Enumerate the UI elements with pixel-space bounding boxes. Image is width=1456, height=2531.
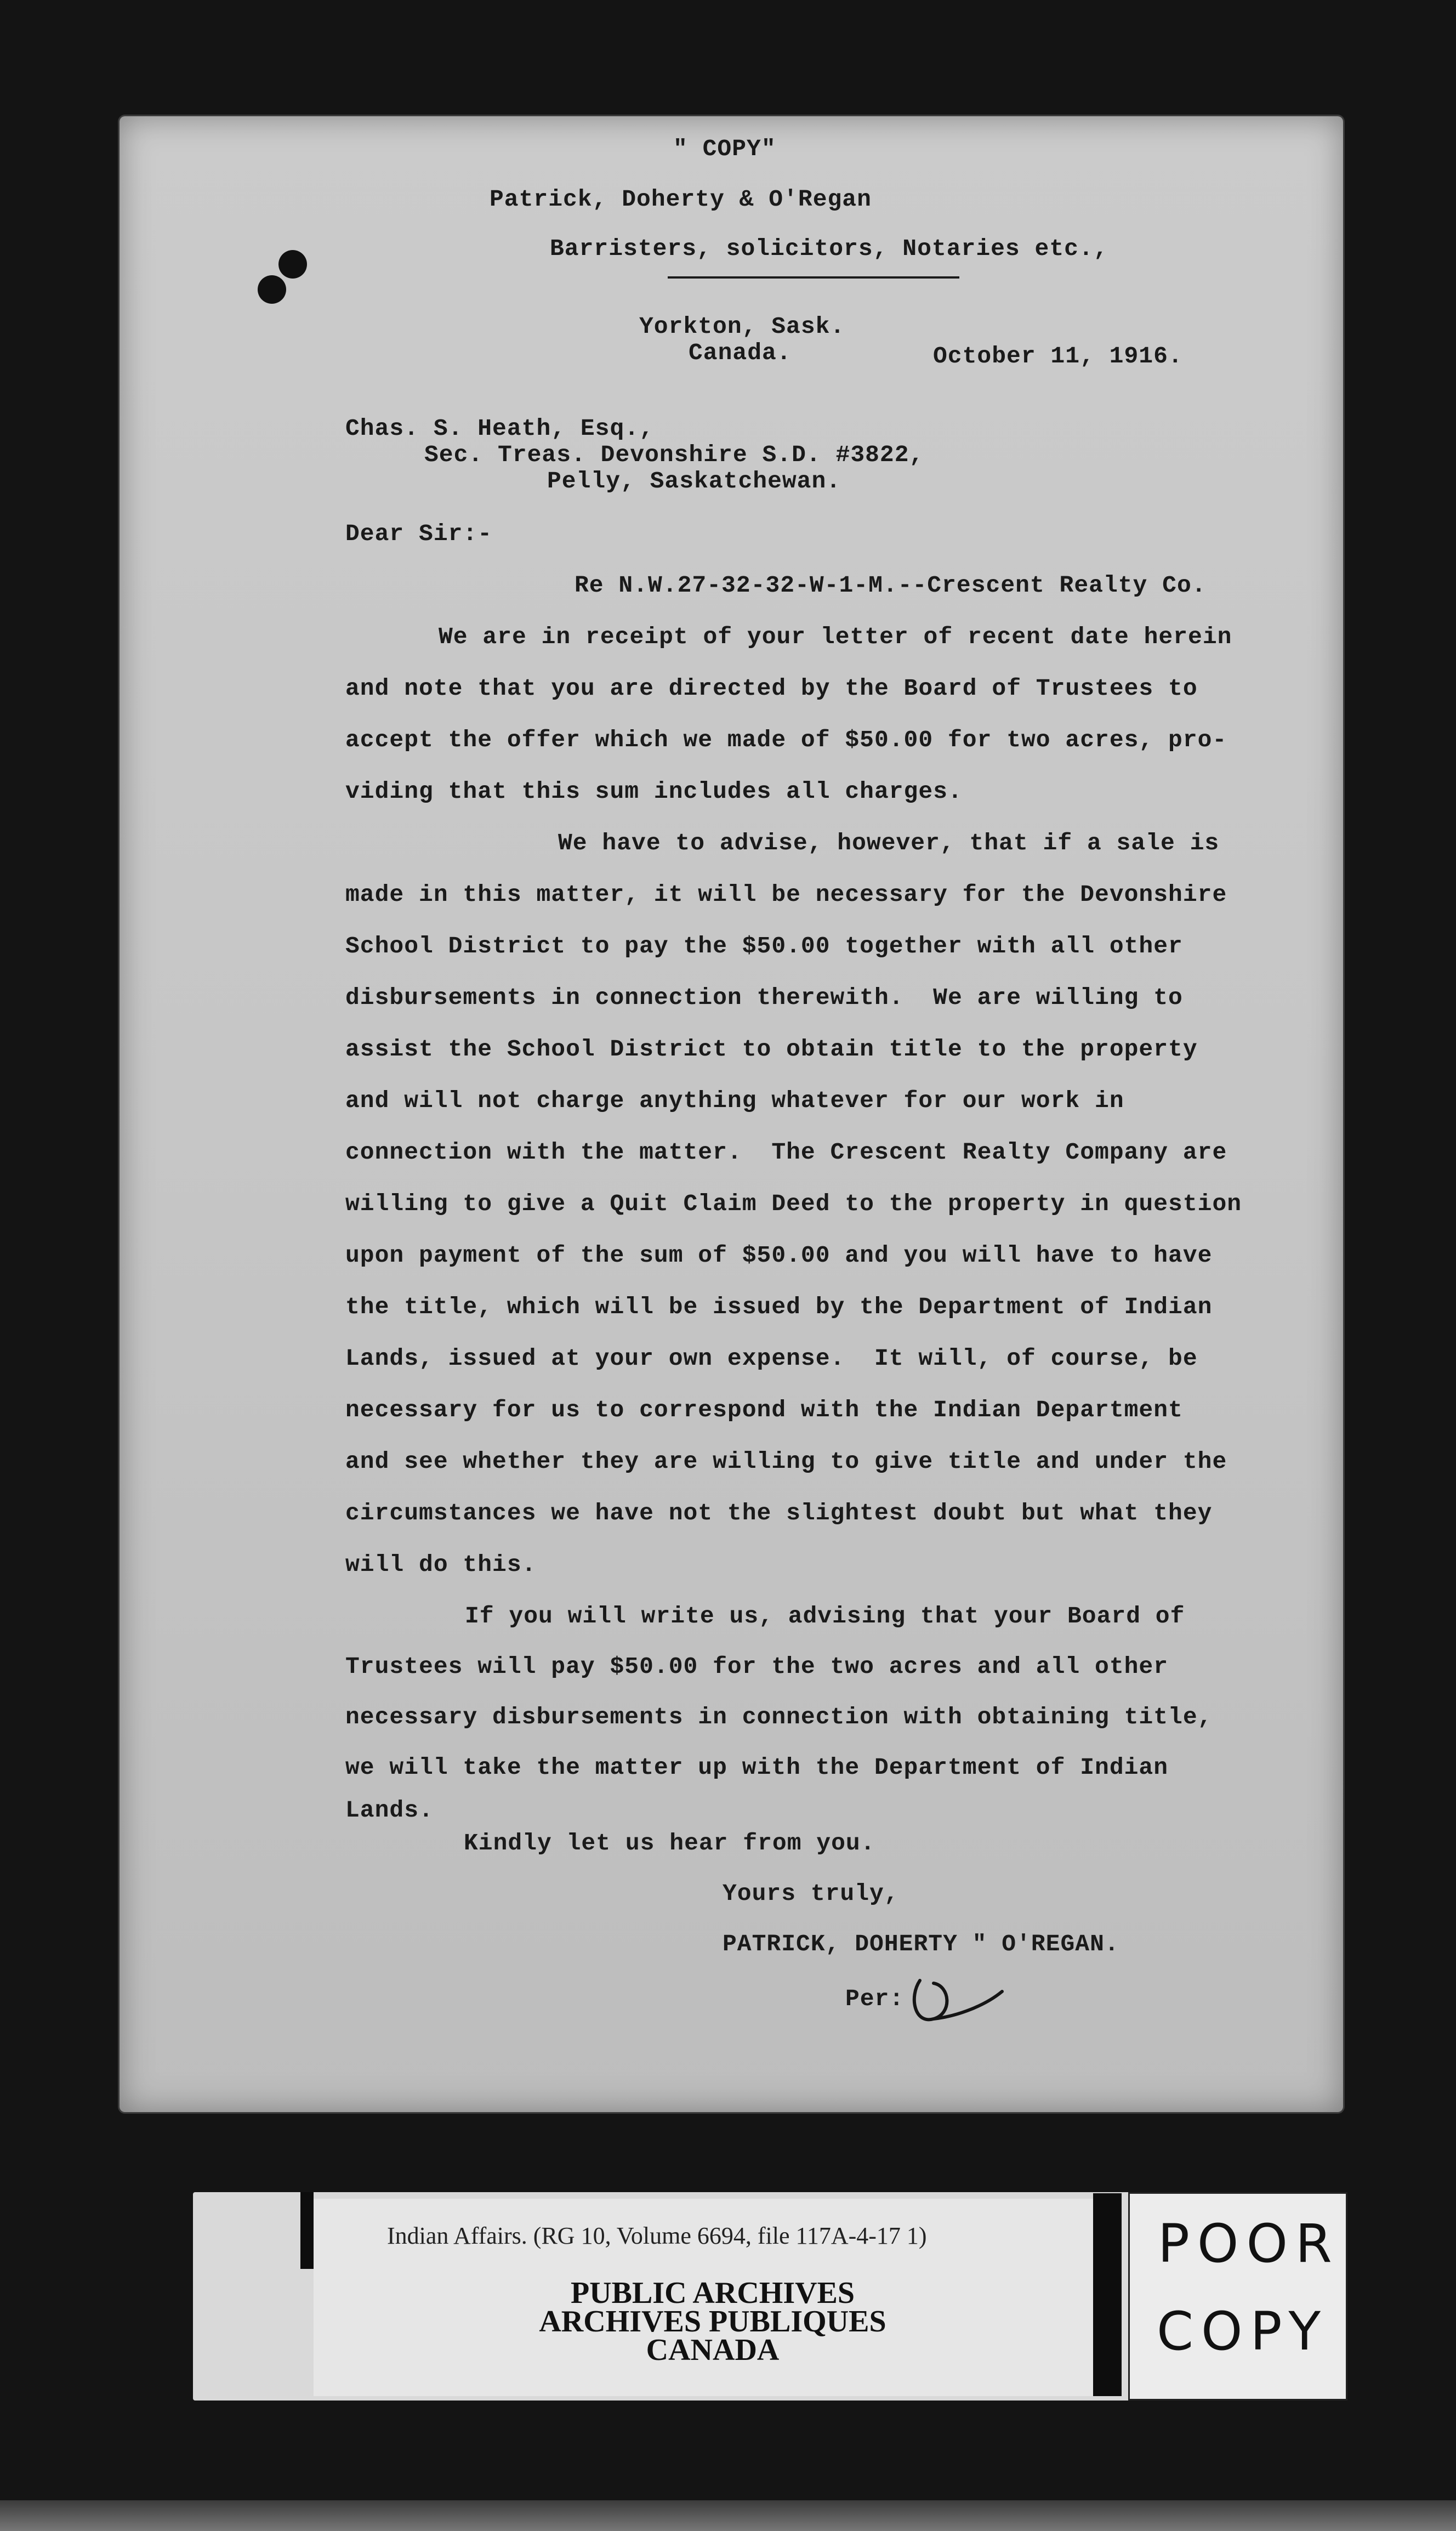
body-line: Lands. xyxy=(345,1797,434,1824)
firm-name: Patrick, Doherty & O'Regan xyxy=(490,186,872,213)
body-line: necessary disbursements in connection with obtaining title, xyxy=(345,1704,1213,1730)
handwritten-copy: COPY xyxy=(1157,2301,1329,2362)
firm-description: Barristers, solicitors, Notaries etc., xyxy=(550,235,1108,262)
body-line: We have to advise, however, that if a sale is xyxy=(558,830,1220,856)
body-line: assist the School District to obtain title to the property xyxy=(345,1036,1198,1063)
body-line: School District to pay the $50.00 together with all other xyxy=(345,933,1183,960)
valediction: Yours truly, xyxy=(723,1880,899,1907)
label-bar-left xyxy=(300,2192,314,2269)
body-line: the title, which will be issued by the Department of Indian xyxy=(345,1293,1213,1320)
film-edge-strip xyxy=(0,2500,1456,2531)
punch-hole-right xyxy=(278,250,307,279)
city: Yorkton, Sask. xyxy=(639,313,845,340)
body-line: accept the offer which we made of $50.00 for two acres, pro- xyxy=(345,727,1227,753)
letterhead-rule xyxy=(668,276,959,279)
body-line: viding that this sum includes all charges. xyxy=(345,778,963,805)
body-line: and note that you are directed by the Board of Trustees to xyxy=(345,675,1198,702)
archives-line-2: ARCHIVES PUBLIQUES xyxy=(539,2305,886,2339)
handwritten-poor: POOR xyxy=(1158,2213,1340,2274)
body-line: we will take the matter up with the Department of Indian xyxy=(345,1754,1169,1781)
closing-request: Kindly let us hear from you. xyxy=(464,1830,875,1857)
body-line: If you will write us, advising that your Board of xyxy=(465,1603,1185,1630)
archives-line-1: PUBLIC ARCHIVES xyxy=(570,2276,855,2310)
body-line: necessary for us to correspond with the Indian Department xyxy=(345,1397,1183,1423)
body-line: Lands, issued at your own expense. It will, of course, be xyxy=(345,1345,1198,1372)
body-line: made in this matter, it will be necessary for the Devonshire xyxy=(345,881,1227,908)
body-line: and will not charge anything whatever for our work in xyxy=(345,1087,1124,1114)
re-line: Re N.W.27-32-32-W-1-M.--Crescent Realty Co. xyxy=(575,572,1207,599)
addressee-name: Chas. S. Heath, Esq., xyxy=(345,415,654,442)
label-bar-right xyxy=(1093,2193,1122,2396)
body-line: We are in receipt of your letter of recent date herein xyxy=(439,623,1232,650)
salutation: Dear Sir:- xyxy=(345,520,493,547)
body-line: circumstances we have not the slightest doubt but what they xyxy=(345,1500,1213,1526)
per-label: Per: xyxy=(845,1985,905,2012)
letter-date: October 11, 1916. xyxy=(933,343,1183,370)
body-line: upon payment of the sum of $50.00 and you will have to have xyxy=(345,1242,1213,1269)
body-line: will do this. xyxy=(345,1551,537,1578)
body-line: and see whether they are willing to give title and under the xyxy=(345,1448,1227,1475)
letter-page xyxy=(120,116,1343,2112)
body-line: willing to give a Quit Claim Deed to the property in question xyxy=(345,1190,1242,1217)
body-line: Trustees will pay $50.00 for the two acres and all other xyxy=(345,1653,1169,1680)
country: Canada. xyxy=(689,339,792,366)
body-line: disbursements in connection therewith. We are willing to xyxy=(345,984,1183,1011)
signature-scrawl xyxy=(903,1972,1008,2033)
punch-hole-left xyxy=(258,275,286,304)
addressee-location: Pelly, Saskatchewan. xyxy=(547,468,841,495)
archives-line-3: CANADA xyxy=(646,2333,780,2367)
copy-mark: " COPY" xyxy=(673,135,776,162)
body-line: connection with the matter. The Crescent Realty Company are xyxy=(345,1139,1227,1166)
addressee-title: Sec. Treas. Devonshire S.D. #3822, xyxy=(424,441,924,468)
archive-reference: Indian Affairs. (RG 10, Volume 6694, file 117A-4-17 1) xyxy=(387,2222,927,2249)
signatory: PATRICK, DOHERTY " O'REGAN. xyxy=(723,1931,1119,1957)
